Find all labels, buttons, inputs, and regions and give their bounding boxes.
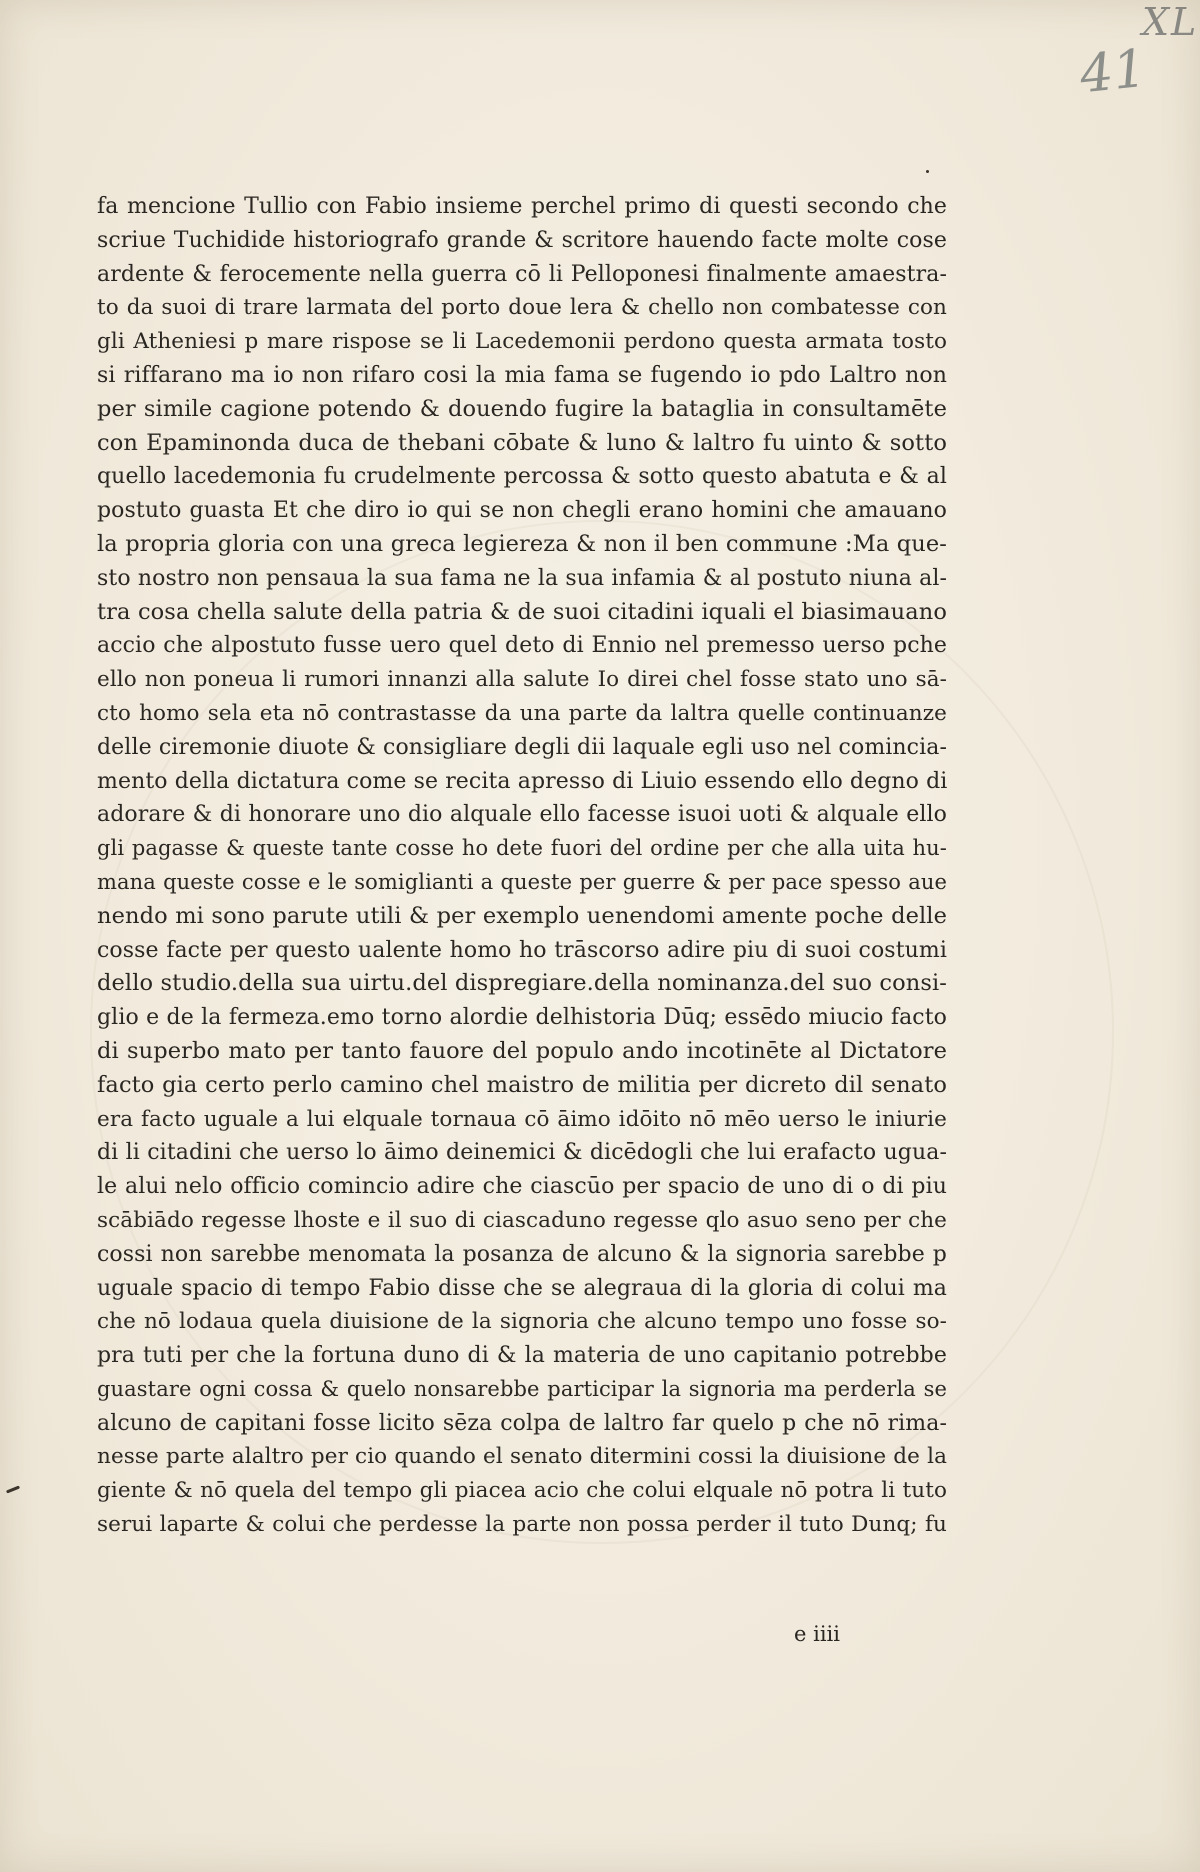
text-line: fa mencione Tullio con Fabio insieme perchel primo di questi secondo che [97, 194, 947, 219]
text-line: alcuno de capitani fosse licito sēza colpa de laltro far quelo p che nō rima- [97, 1410, 947, 1436]
text-line: giente & nō quela del tempo gli piacea acio che colui elquale nō potra li tuto [97, 1478, 947, 1504]
text-line: nesse parte alaltro per cio quando el senato ditermini cossi la diuisione de la [97, 1444, 947, 1470]
text-block [97, 190, 947, 1542]
text-line: tra cosa chella salute della patria & de suoi citadini iquali el biasimauano [97, 598, 947, 625]
ink-dot [926, 170, 929, 173]
text-line: scriue Tuchidide historiografo grande & scritore hauendo facte molte cose [97, 227, 947, 253]
text-line: delle ciremonie diuote & consigliare degli dii laquale egli uso nel comincia- [97, 734, 947, 760]
text-line: to da suoi di trare larmata del porto doue lera & chello non combatesse con [97, 295, 947, 321]
text-line: guastare ogni cossa & quelo nonsarebbe participar la signoria ma perderla se [97, 1376, 947, 1401]
text-line: cossi non sarebbe menomata la posanza de alcuno & la signoria sarebbe p [97, 1241, 947, 1267]
text-line: gli pagasse & queste tante cosse ho dete fuori del ordine per che alla uita hu- [97, 836, 947, 861]
text-line: mana queste cosse e le somiglianti a queste per guerre & per pace spesso aue [97, 869, 947, 894]
text-line: che nō lodaua quela diuisione de la signoria che alcuno tempo uno fosse so- [97, 1309, 947, 1335]
text-line: la propria gloria con una greca legiereza & non il ben commune :Ma que- [97, 530, 947, 557]
folio-mark: XL [1142, 0, 1199, 44]
text-line: facto gia certo perlo camino chel maistro de militia per dicreto dil senato [97, 1071, 947, 1098]
text-line: con Epaminonda duca de thebani cōbate & luno & laltro fu uinto & sotto [97, 429, 947, 456]
text-line: era facto uguale a lui elquale tornaua cō āimo idōito nō mēo uerso le iniurie [97, 1106, 947, 1132]
text-line: sto nostro non pensaua la sua fama ne la sua infamia & al postuto niuna al- [97, 565, 947, 591]
text-line: le alui nelo officio comincio adire che ciascūo per spacio de uno di o di piu [97, 1174, 947, 1200]
text-line: adorare & di honorare uno dio alquale ello facesse isuoi uoti & alquale ello [97, 802, 947, 828]
text-line: accio che alpostuto fusse uero quel deto di Ennio nel premesso uerso pche [97, 633, 947, 659]
text-line: postuto guasta Et che diro io qui se non chegli erano homini che amauano [97, 498, 947, 524]
text-line: cosse facte per questo ualente homo ho trāscorso adire piu di suoi costumi [97, 937, 947, 963]
text-line: dello studio.della sua uirtu.del dispregiare.della nominanza.del suo consi- [97, 970, 947, 997]
folio-number: 41 [1077, 38, 1150, 106]
text-line: quello lacedemonia fu crudelmente percossa & sotto questo abatuta e & al [97, 464, 947, 490]
text-line: mento della dictatura come se recita apresso di Liuio essendo ello degno di [97, 768, 948, 794]
margin-ink-mark [6, 1485, 20, 1493]
text-line: cto homo sela eta nō contrastasse da una parte da laltra quelle continuanze [97, 700, 947, 726]
text-line: di li citadini che uerso lo āimo deinemici & dicēdogli che lui erafacto ugua- [97, 1140, 947, 1166]
text-line: per simile cagione potendo & douendo fugire la bataglia in consultamēte [97, 395, 947, 422]
text-line: uguale spacio di tempo Fabio disse che se alegraua di la gloria di colui ma [97, 1275, 947, 1301]
text-line: pra tuti per che la fortuna duno di & la materia de uno capitanio potrebbe [97, 1343, 947, 1369]
text-line: serui laparte & colui che perdesse la parte non possa perder il tuto Dunq; fu [97, 1512, 947, 1538]
text-line: di superbo mato per tanto fauore del populo ando incotinēte al Dictatore [97, 1037, 947, 1064]
text-line: ardente & ferocemente nella guerra cō li Pelloponesi finalmente amaestra- [97, 261, 947, 287]
text-line: nendo mi sono parute utili & per exemplo uenendomi amente poche delle [97, 902, 947, 929]
signature-mark: e iiii [794, 1622, 840, 1646]
text-line: scābiādo regesse lhoste e il suo di ciascaduno regesse qlo asuo seno per che [97, 1207, 947, 1233]
text-line: gli Atheniesi p mare rispose se li Lacedemonii perdono questa armata tosto [97, 329, 947, 355]
text-line: glio e de la fermeza.emo torno alordie delhistoria Dūq; essēdo miucio facto [97, 1005, 947, 1031]
text-line: ello non poneua li rumori innanzi alla salute Io direi chel fosse stato uno sā- [97, 667, 947, 693]
text-line: si riffarano ma io non rifaro cosi la mia fama se fugendo io pdo Laltro non [97, 362, 947, 388]
